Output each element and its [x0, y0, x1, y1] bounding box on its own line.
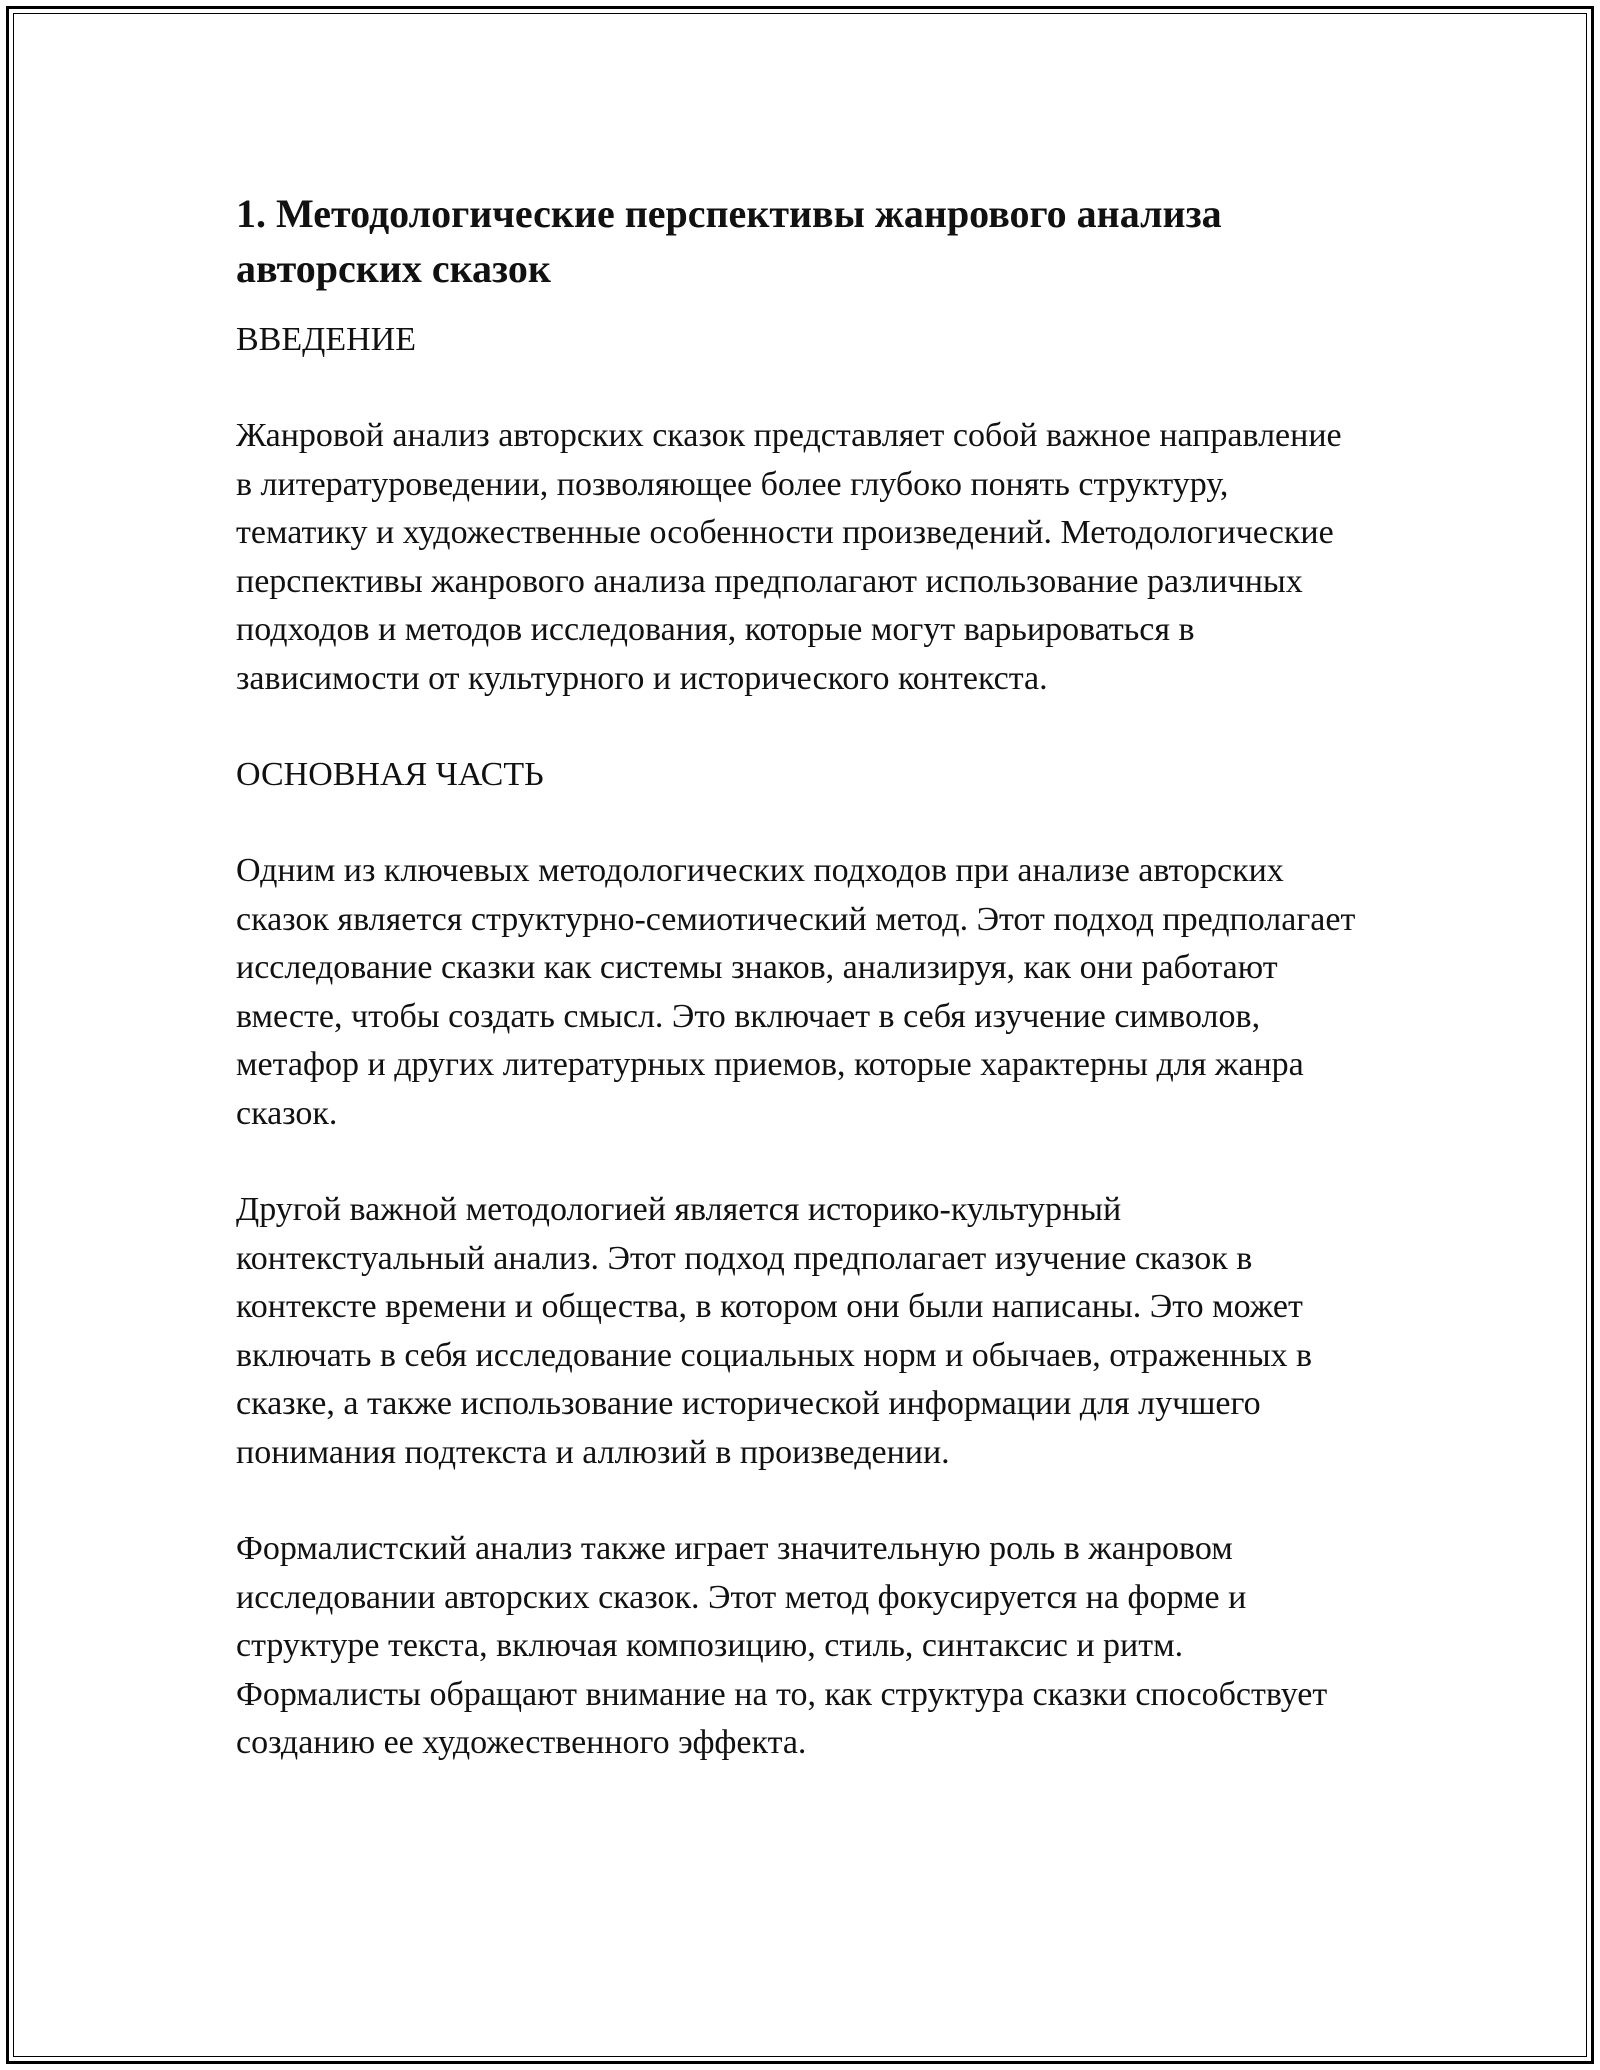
document-body	[236, 186, 1366, 1768]
section-heading-main-part: ОСНОВНАЯ ЧАСТЬ	[236, 756, 544, 793]
section-heading-introduction: ВВЕДЕНИЕ	[236, 321, 416, 358]
main-paragraph-historical-cultural: Другой важной методологией является историко-культурный контекстуальный анализ. Этот подход предполагает изучение сказок в контексте времени и общества, в котором они были написаны. Это может включать в себя исследование социальных норм и обычаев, отраженных в сказке, а также использование исторической информации для лучшего понимания подтекста и аллюзий в произведении.	[236, 1191, 1313, 1471]
main-paragraph-formalist: Формалистский анализ также играет значительную роль в жанровом исследовании авторских сказок. Этот метод фокусируется на форме и структуре текста, включая композицию, стиль, синтаксис и ритм. Формалисты обращают внимание на то, как структура сказки способствует созданию ее художественного эффекта.	[236, 1530, 1328, 1761]
introduction-paragraph: Жанровой анализ авторских сказок представляет собой важное направление в литературоведении, позволяющее более глубоко понять структуру, тематику и художественные особенности произведений. Методологические перспективы жанрового анализа предполагают использование различных подходов и методов исследования, которые могут варьироваться в зависимости от культурного и исторического контекста.	[236, 417, 1342, 697]
main-paragraph-structural-semiotic: Одним из ключевых методологических подходов при анализе авторских сказок является структурно-семиотический метод. Этот подход предполагает исследование сказки как системы знаков, анализируя, как они работают вместе, чтобы создать смысл. Это включает в себя изучение символов, метафор и других литературных приемов, которые характерны для жанра сказок.	[236, 852, 1356, 1132]
document-title: 1. Методологические перспективы жанрового анализа авторских сказок	[236, 191, 1222, 291]
